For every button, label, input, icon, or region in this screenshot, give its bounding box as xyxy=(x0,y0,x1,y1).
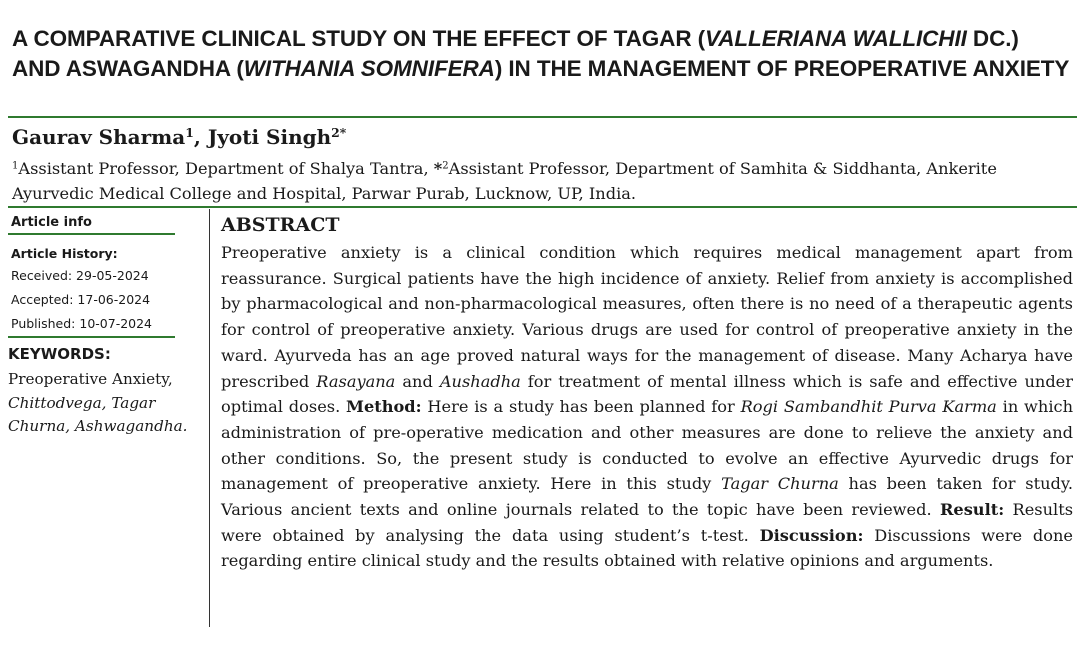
abstract-body xyxy=(221,240,1073,574)
title-part: DC.) AND ASWAGANDHA ( xyxy=(12,26,1019,81)
title-species-1: VALLERIANA WALLICHII xyxy=(705,26,967,51)
abstract-text: Discussions were done regarding entire clinical study and the results obtained with relative opinions and arguments. xyxy=(221,525,1073,571)
abstract-text: has been taken for study. Various ancient texts and online journals related to the topic have been reviewed. xyxy=(221,474,1073,520)
result-label: Result: xyxy=(939,500,1005,520)
article-info-heading: Article info xyxy=(11,215,92,230)
abstract-text: in which administration of pre-operative medication and other measures are done to relieve the anxiety and other conditions. So, the present study is conducted to evolve an effective Ayurvedic drugs for management of preoperative anxiety. Here in this study xyxy=(221,397,1073,494)
title-part: A COMPARATIVE CLINICAL STUDY ON THE EFFECT OF TAGAR ( xyxy=(12,26,706,51)
keywords-list xyxy=(8,368,208,439)
abstract-text: Preoperative anxiety is a clinical condition which requires medical management apart from reassurance. Surgical patients have the high incidence of anxiety. Relief from anxiety is accomplished by pharmacological and non-pharmacological measures, often there is no need of a therapeutic agents for control of preoperative anxiety. Various drugs are used for control of preoperative anxiety in the ward. Ayurveda has an age proved natural ways for the management of disease. Many Acharya have prescribed xyxy=(221,243,1073,391)
author-separator: , xyxy=(193,125,208,149)
affiliations xyxy=(12,156,1072,206)
abstract-term: Tagar Churna xyxy=(721,474,839,494)
abstract-section xyxy=(221,213,1073,574)
affil-2-text: Assistant Professor, Department of Samhita & Siddhanta, Ankerite Ayurvedic Medical College and Hospital, Parwar Purab, Lucknow, UP, India. xyxy=(12,159,997,203)
keywords-heading: KEYWORDS: xyxy=(8,345,111,363)
affil-2-mark: 2 xyxy=(442,160,449,172)
author-2-affil: 2* xyxy=(331,125,347,141)
column-divider xyxy=(209,209,210,627)
abstract-heading: ABSTRACT xyxy=(221,214,340,236)
article-info-rule xyxy=(8,233,175,235)
affil-1-text: Assistant Professor, Department of Shalya Tantra, xyxy=(18,159,434,178)
abstract-text: for treatment of mental illness which is safe and effective under optimal doses. xyxy=(221,371,1073,417)
author-1-affil: 1 xyxy=(185,125,194,141)
affil-1-mark: 1 xyxy=(12,160,19,172)
title-divider xyxy=(8,116,1077,118)
corresponding-mark: * xyxy=(433,159,443,178)
accepted-date: Accepted: 17-06-2024 xyxy=(11,292,151,307)
article-info-sidebar xyxy=(8,210,208,439)
author-1: Gaurav Sharma xyxy=(12,125,186,149)
abstract-term: Aushadha xyxy=(439,371,521,391)
history-rule xyxy=(8,336,175,338)
header-divider xyxy=(8,206,1077,208)
keyword-plain: Preoperative Anxiety, xyxy=(8,370,173,388)
abstract-text: Here is a study has been planned for xyxy=(421,397,741,417)
received-date: Received: 29-05-2024 xyxy=(11,268,149,283)
author-line xyxy=(12,123,346,151)
abstract-term: Rasayana xyxy=(316,371,396,391)
article-history-heading: Article History: xyxy=(11,246,118,261)
abstract-term: Rogi Sambandhit Purva Karma xyxy=(740,397,997,417)
keyword-italic: Chittodvega, Tagar Churna, Ashwagandha. xyxy=(8,393,188,435)
discussion-label: Discussion: xyxy=(759,525,864,545)
author-2: Jyoti Singh xyxy=(207,125,332,149)
article-title xyxy=(12,24,1072,84)
published-date: Published: 10-07-2024 xyxy=(11,316,153,331)
title-species-2: WITHANIA SOMNIFERA xyxy=(243,56,495,81)
abstract-text: and xyxy=(395,371,440,391)
abstract-text: Results were obtained by analysing the data using student’s t-test. xyxy=(221,500,1074,545)
title-part: ) IN THE MANAGEMENT OF PREOPERATIVE ANXIETY xyxy=(494,56,1070,81)
method-label: Method: xyxy=(346,397,422,417)
